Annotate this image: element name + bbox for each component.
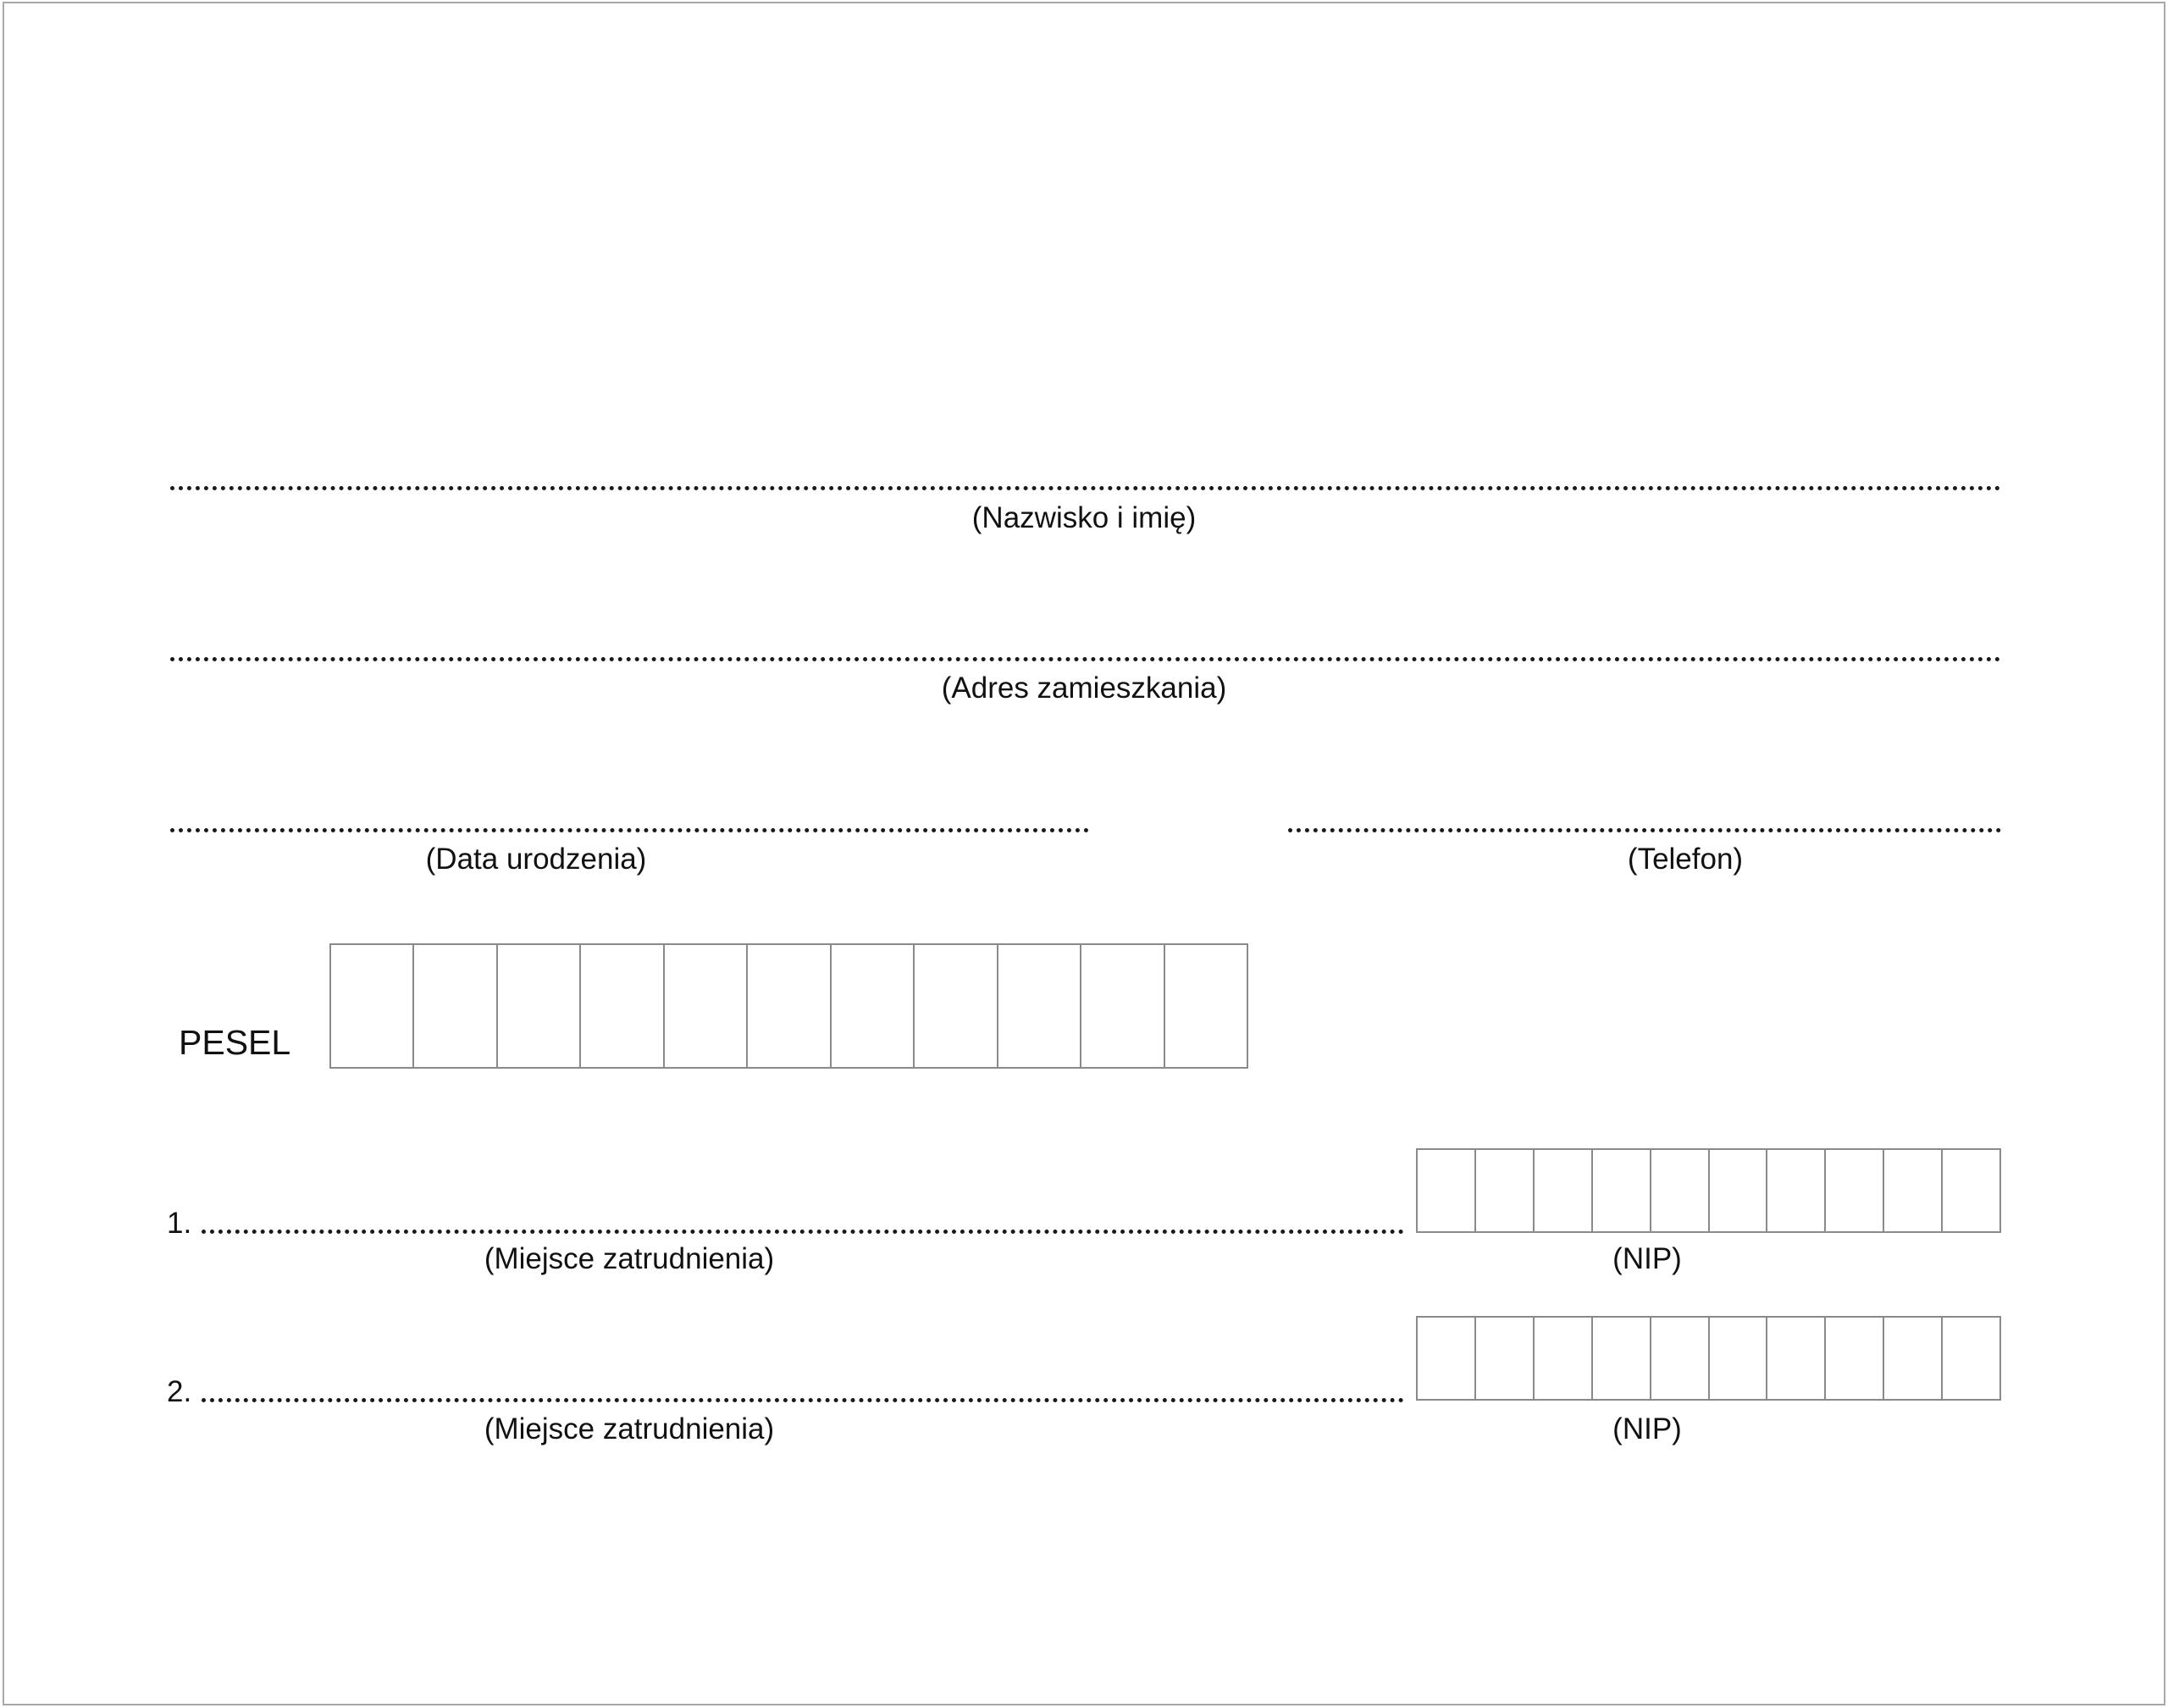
employer-2-nip-caption: (NIP) xyxy=(1612,1412,1682,1445)
nip-digit-box[interactable] xyxy=(1418,1150,1476,1231)
nip-digit-box[interactable] xyxy=(1767,1150,1826,1231)
pesel-digit-box[interactable] xyxy=(748,945,831,1067)
nip-digit-box[interactable] xyxy=(1476,1150,1535,1231)
nip-digit-box[interactable] xyxy=(1710,1150,1768,1231)
pesel-boxes[interactable] xyxy=(329,943,1248,1069)
pesel-label: PESEL xyxy=(179,1023,291,1062)
pesel-digit-box[interactable] xyxy=(915,945,998,1067)
nip-digit-box[interactable] xyxy=(1826,1150,1884,1231)
employer-2-nip-boxes[interactable] xyxy=(1416,1316,2001,1401)
nip-digit-box[interactable] xyxy=(1884,1150,1943,1231)
pesel-digit-box[interactable] xyxy=(331,945,414,1067)
pesel-digit-box[interactable] xyxy=(581,945,664,1067)
name-field[interactable] xyxy=(170,486,2001,490)
nip-digit-box[interactable] xyxy=(1767,1318,1826,1399)
nip-digit-box[interactable] xyxy=(1651,1150,1710,1231)
birth-date-field[interactable] xyxy=(170,828,1089,832)
birth-date-caption: (Data urodzenia) xyxy=(425,843,647,876)
employer-1-nip-boxes[interactable] xyxy=(1416,1148,2001,1233)
nip-digit-box[interactable] xyxy=(1593,1150,1651,1231)
nip-digit-box[interactable] xyxy=(1826,1318,1884,1399)
address-caption: (Adres zamieszkania) xyxy=(941,672,1227,705)
pesel-digit-box[interactable] xyxy=(1165,945,1247,1067)
nip-digit-box[interactable] xyxy=(1943,1318,1999,1399)
employer-2-number: 2. xyxy=(167,1375,192,1408)
pesel-digit-box[interactable] xyxy=(665,945,748,1067)
employer-1-workplace-field[interactable] xyxy=(202,1230,1404,1234)
nip-digit-box[interactable] xyxy=(1535,1150,1593,1231)
pesel-digit-box[interactable] xyxy=(498,945,581,1067)
nip-digit-box[interactable] xyxy=(1651,1318,1710,1399)
address-field[interactable] xyxy=(170,657,2001,661)
pesel-digit-box[interactable] xyxy=(832,945,915,1067)
nip-digit-box[interactable] xyxy=(1710,1318,1768,1399)
nip-digit-box[interactable] xyxy=(1943,1150,1999,1231)
employer-2-workplace-caption: (Miejsce zatrudnienia) xyxy=(484,1412,775,1445)
employer-1-number: 1. xyxy=(167,1207,192,1240)
nip-digit-box[interactable] xyxy=(1476,1318,1535,1399)
employer-1-workplace-caption: (Miejsce zatrudnienia) xyxy=(484,1242,775,1275)
pesel-digit-box[interactable] xyxy=(998,945,1081,1067)
employer-1-nip-caption: (NIP) xyxy=(1612,1242,1682,1275)
pesel-digit-box[interactable] xyxy=(414,945,497,1067)
nip-digit-box[interactable] xyxy=(1593,1318,1651,1399)
nip-digit-box[interactable] xyxy=(1884,1318,1943,1399)
form-page xyxy=(3,2,2165,1705)
employer-2-workplace-field[interactable] xyxy=(202,1398,1404,1402)
nip-digit-box[interactable] xyxy=(1418,1318,1476,1399)
phone-caption: (Telefon) xyxy=(1627,843,1744,876)
nip-digit-box[interactable] xyxy=(1535,1318,1593,1399)
name-caption: (Nazwisko i imię) xyxy=(971,501,1197,534)
phone-field[interactable] xyxy=(1288,828,2001,832)
pesel-digit-box[interactable] xyxy=(1081,945,1164,1067)
